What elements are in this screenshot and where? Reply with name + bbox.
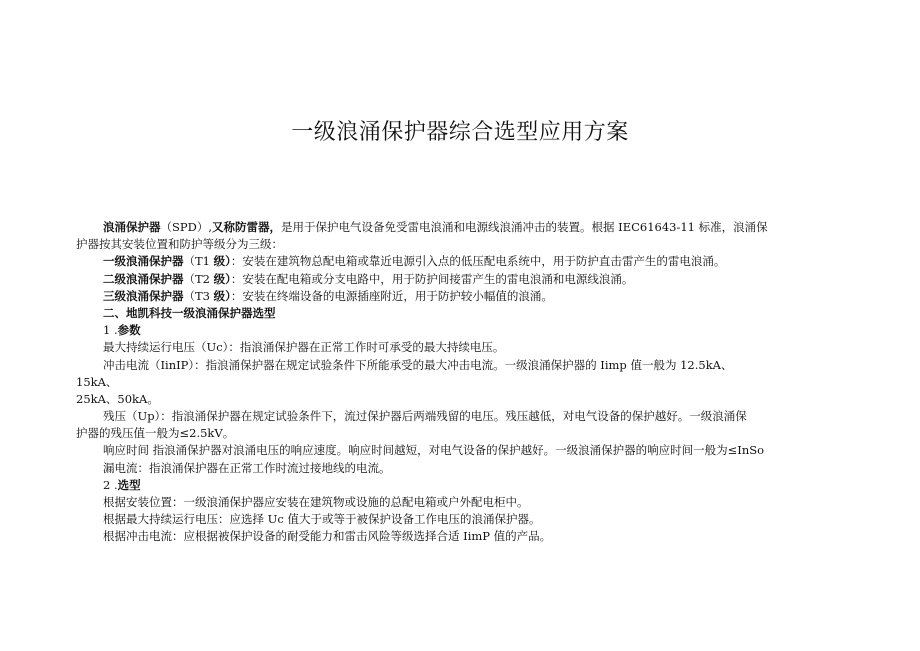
intro-paragraph — [76, 219, 848, 236]
level-code: （T3 — [183, 288, 214, 303]
param-uc: 最大持续运行电压（Uc）：指浪涌保护器在正常工作时可承受的最大持续电压。 — [103, 340, 505, 355]
level-item-t3 — [76, 288, 848, 305]
intro-term: 浪涌保护器 — [103, 220, 161, 234]
level-grade: 级） — [213, 288, 231, 303]
level-grade: 级） — [213, 271, 231, 286]
intro-paragraph-cont: 护器按其安装位置和防护等级分为三级： — [76, 237, 283, 252]
intro-alias: 又称防雷器， — [212, 220, 281, 234]
subsection-selection — [76, 477, 848, 494]
level-name: 一级浪涌保护器 — [103, 254, 184, 269]
section-heading: 二、地凯科技一级浪涌保护器选型 — [103, 305, 276, 320]
param-leakage: 漏电流：指浪涌保护器在正常工作时流过接地线的电流。 — [103, 460, 391, 475]
selection-item: 根据冲击电流：应根据被保护设备的耐受能力和雷击风险等级选择合适 IimP 值的产品。 — [103, 529, 552, 544]
subsection-number: 2 . — [103, 477, 118, 492]
subsection-label: 选型 — [117, 477, 141, 492]
selection-item: 根据安装位置：一级浪涌保护器应安装在建筑物或设施的总配电箱或户外配电柜中。 — [103, 495, 529, 509]
param-iimp-cont2: 25kA、50kA。 — [76, 391, 159, 406]
selection-item: 根据最大持续运行电压：应选择 Uc 值大于或等于被保护设备工作电压的浪涌保护器。 — [103, 512, 541, 527]
level-desc: ：安装在终端设备的电源插座附近，用于防护较小幅值的浪涌。 — [230, 288, 553, 303]
level-grade: 级） — [213, 254, 231, 269]
document-title: 一级浪涌保护器综合选型应用方案 — [291, 120, 629, 145]
param-iimp-cont: 15kA、 — [76, 374, 118, 389]
level-desc: ：安装在建筑物总配电箱或靠近电源引入点的低压配电系统中，用于防护直击雷产生的雷电浪涌。 — [230, 254, 726, 269]
param-up: 残压（Up）：指浪涌保护器在规定试验条件下，流过保护器后两端残留的电压。残压越低，对电气设备的保护越好。一级浪涌保 — [103, 409, 747, 424]
level-desc: ：安装在配电箱或分支电路中，用于防护间接雷产生的雷电浪涌和电源线浪涌。 — [230, 271, 634, 286]
param-up-cont: 护器的残压值一般为≤2.5kV。 — [76, 426, 235, 441]
level-name: 二级浪涌保护器 — [103, 271, 184, 286]
level-code: （T1 — [183, 254, 214, 269]
level-name: 三级浪涌保护器 — [103, 288, 184, 303]
intro-text: 是用于保护电气设备免受雷电浪涌和电源线浪涌冲击的装置。根据 IEC61643-11 标准，浪涌保 — [281, 220, 768, 234]
subsection-number: 1 . — [103, 323, 118, 338]
document-body — [76, 219, 848, 546]
level-item-t2 — [76, 271, 848, 288]
subsection-params — [76, 322, 848, 339]
level-code: （T2 — [183, 271, 214, 286]
intro-abbr: （SPD）, — [160, 220, 212, 234]
param-iimp: 冲击电流（IinIP）：指浪涌保护器在规定试验条件下所能承受的最大冲击电流。一级浪涌保护器的 Iimp 值一般为 12.5kA、 — [103, 357, 733, 372]
subsection-label: 参数 — [117, 323, 141, 338]
param-response-time: 响应时间 指浪涌保护器对浪涌电压的响应速度。响应时间越短，对电气设备的保护越好。一级浪涌保护器的响应时间一般为≤InSo — [103, 443, 765, 458]
level-item-t1 — [76, 253, 848, 270]
